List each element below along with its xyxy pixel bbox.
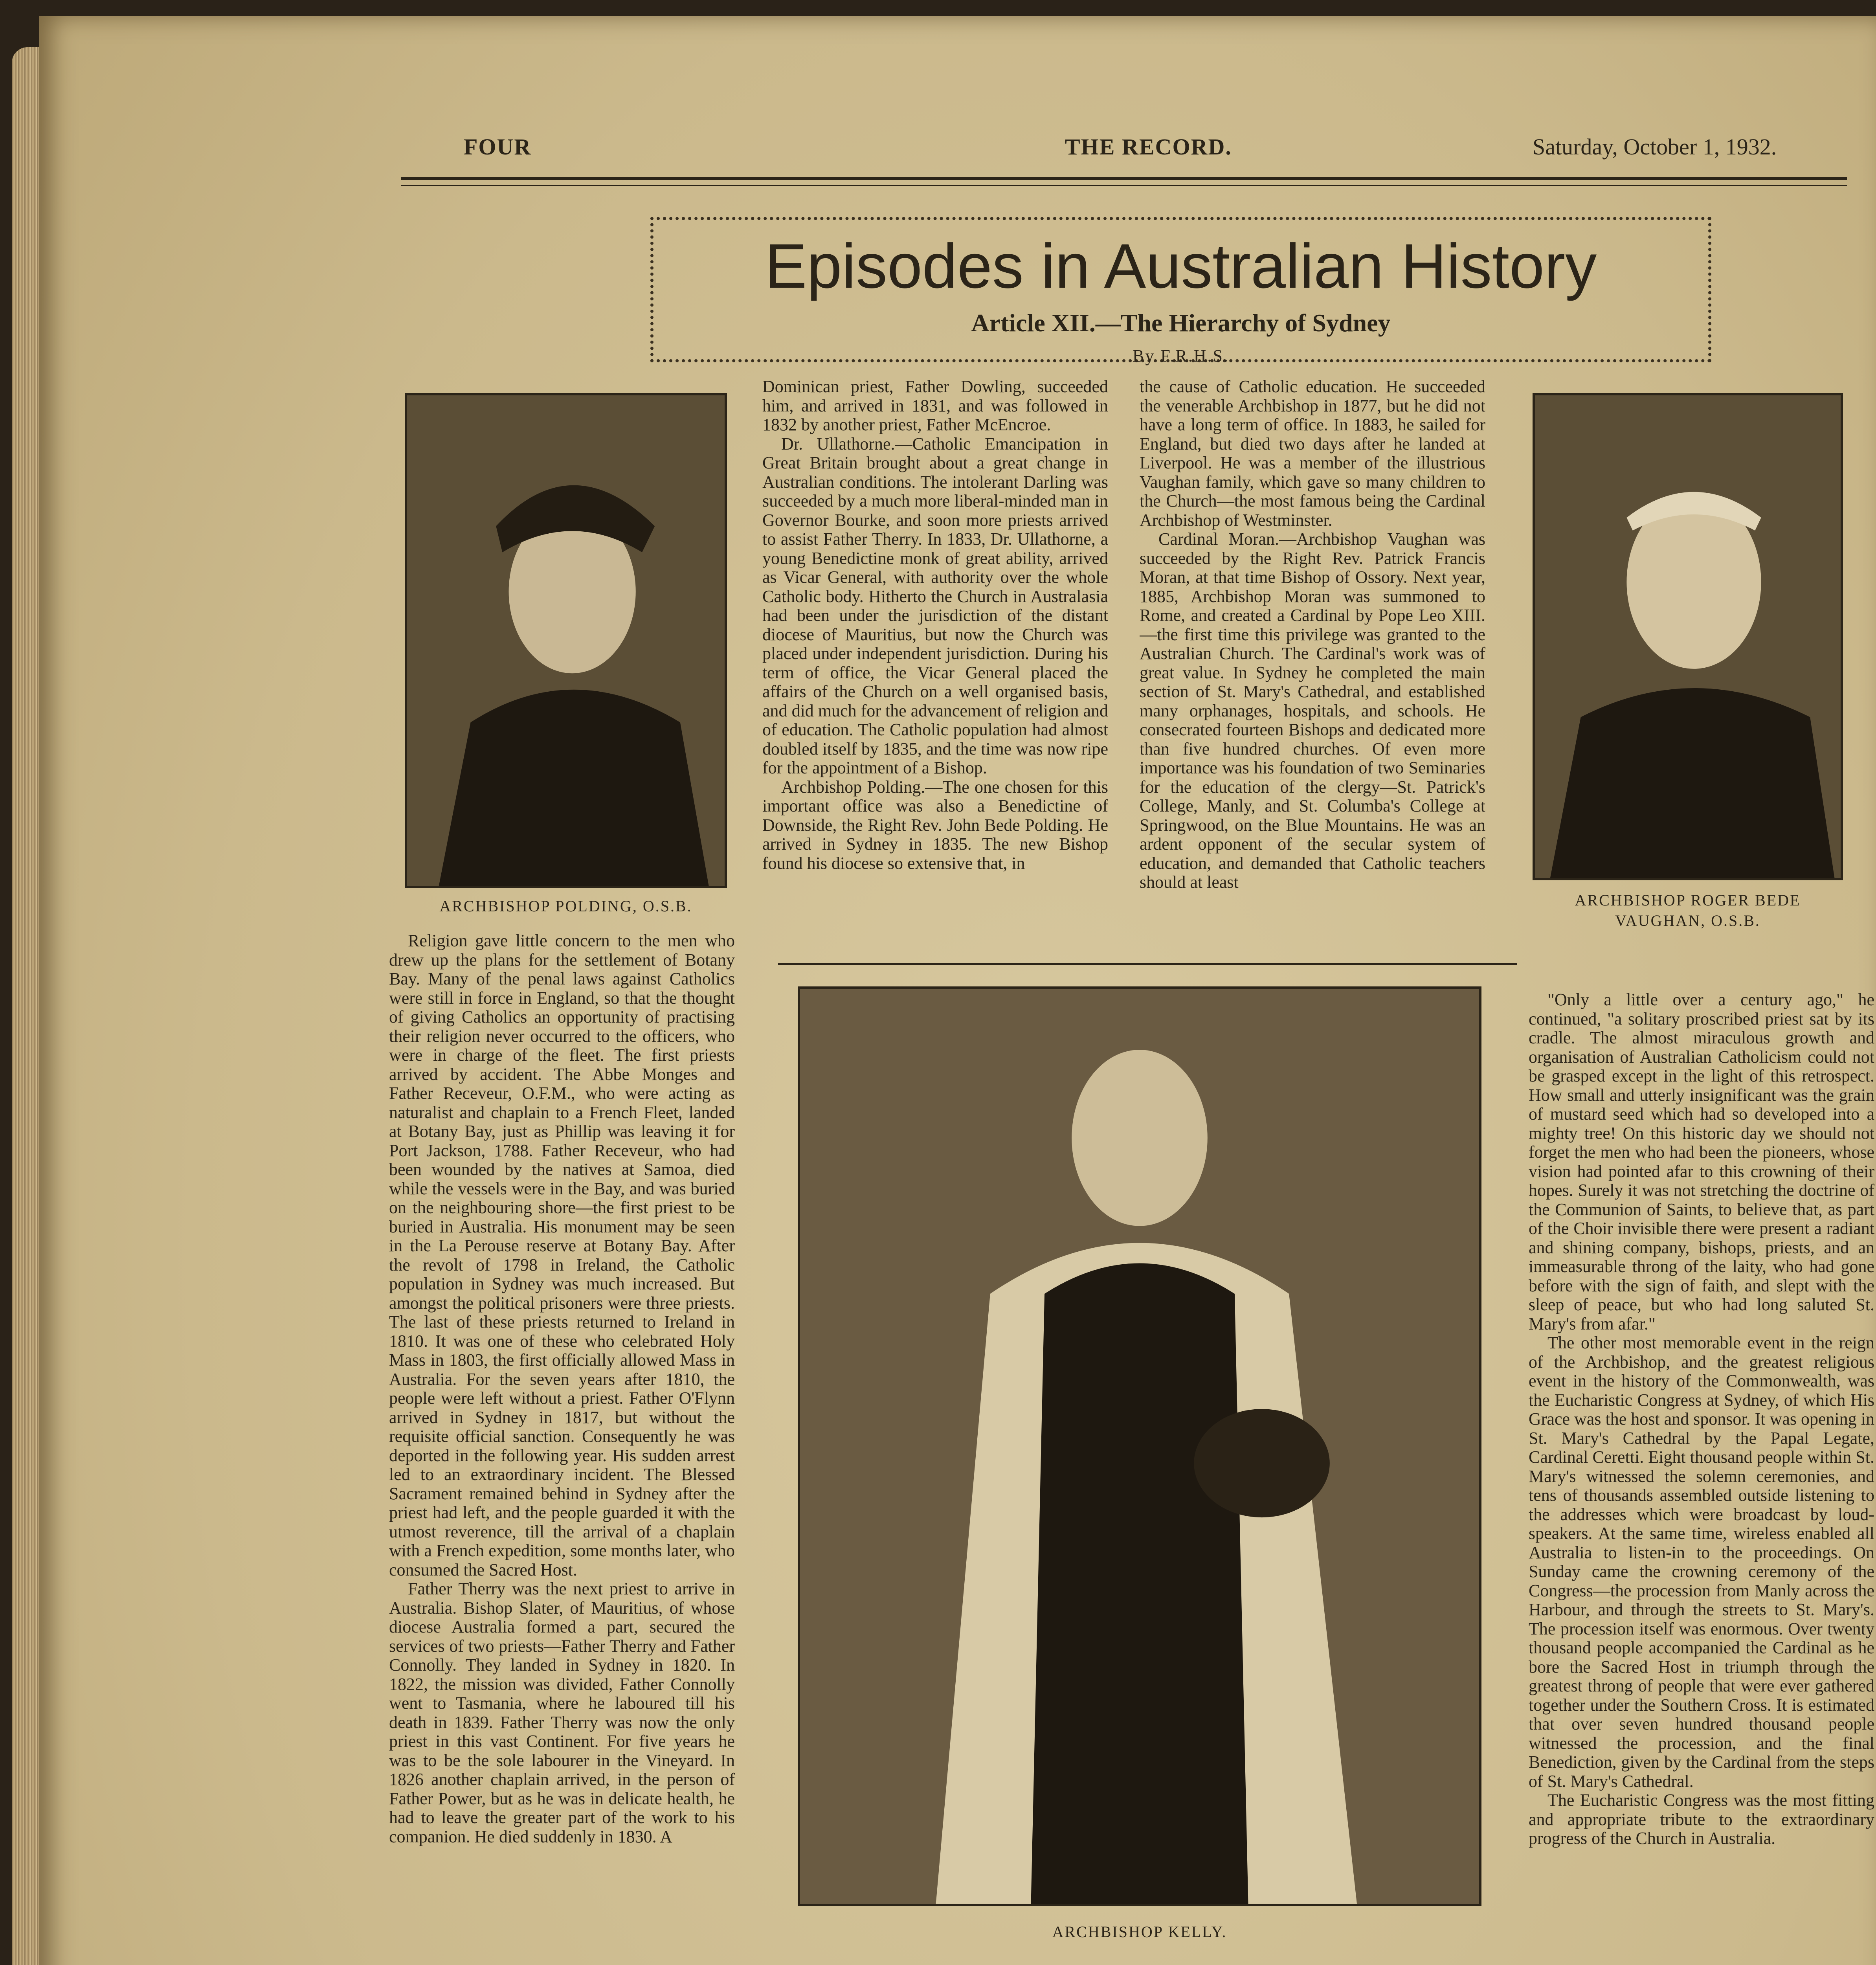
portrait-placeholder [1535,395,1841,878]
text-column-right-top [1140,377,1485,959]
newspaper-name: THE RECORD. [1065,134,1232,160]
text-column-left [389,931,735,1965]
page-number: FOUR [464,134,532,160]
caption-vaughan [1525,890,1851,931]
photo-archbishop-polding [405,393,727,888]
paragraph: Cardinal Moran.—Archbishop Vaughan was succeeded by the Right Rev. Patrick Francis Moran, at that time Bishop of Ossory. Next year, 1885, Archbishop Moran was summoned to Rome, and created a Cardinal by Pope Leo XIII.—the first time this privilege was granted to the Australian Church. The Cardinal's work was of great value. In Sydney he completed the main section of St. Mary's Cathedral, and established many orphanages, hospitals, and schools. He consecrated fourteen Bishops and dedicated more than five hundred churches. Of even more importance was his foundation of two Seminaries for the education of the clergy—St. Patrick's College, Manly, and St. Columba's College at Springwood, on the Blue Mountains. He was an ardent opponent of the secular system of education, and demanded that Catholic teachers should at least [1140,529,1485,892]
paragraph: The Eucharistic Congress was the most fitting and appropriate tribute to the extraordinary progress of the Church in Australia. [1529,1791,1874,1848]
text-column-middle-top [762,377,1108,959]
header-rule-thin [401,185,1847,186]
portrait-placeholder [407,395,725,886]
photo-frame-top [778,963,1517,965]
paragraph: Dr. Ullathorne.—Catholic Emancipation in Great Britain brought about a great change in Australian conditions. The intolerant Darling was succeeded by a much more liberal-minded man in Governor Bourke, and soon more priests arrived to assist Father Therry. In 1833, Dr. Ullathorne, a young Benedictine monk of great ability, arrived as Vicar General, with authority over the whole Catholic body. Hitherto the Church in Australasia had been under the jurisdiction of the distant diocese of Mauritius, but now the Church was placed under independent jurisdiction. During his term of office, the Vicar General placed the affairs of the Church on a well organised basis, and did much for the advancement of religion and of education. The Catholic population had almost doubled itself by 1835, and the time was now ripe for the appointment of a Bishop. [762,434,1108,777]
portrait-placeholder [800,989,1479,1904]
newspaper-page [39,16,1876,1965]
paragraph: the cause of Catholic education. He succeeded the venerable Archbishop in 1877, but he did not have a long term of office. In 1883, he sailed for England, but died two days after he landed at Liverpool. He was a member of the illustrious Vaughan family, which gave so many children to the Church—the most famous being the Cardinal Archbishop of Westminster. [1140,377,1485,530]
header-rule [401,177,1847,180]
caption-polding: ARCHBISHOP POLDING, O.S.B. [439,897,692,915]
caption-vaughan-line2: VAUGHAN, O.S.B. [1615,912,1760,929]
photo-archbishop-kelly [798,986,1481,1906]
text-column-far-right [1529,990,1874,1965]
paragraph: The other most memorable event in the reign of the Archbishop, and the greatest religious event in the history of the Commonwealth, was the Eucharistic Congress at Sydney, of which His Grace was the host and sponsor. It was opening in St. Mary's Cathedral by the Papal Legate, Cardinal Ceretti. Eight thousand people within St. Mary's witnessed the solemn ceremonies, and tens of thousands assembled outside listening to the addresses which were broadcast by loud-speakers. At the same time, wireless enabled all Australia to listen-in to the proceedings. On Sunday came the crowning ceremony of the Congress—the procession from Manly across the Harbour, and through the streets to St. Mary's. The procession itself was enormous. Over twenty thousand people accompanied the Cardinal as he bore the Sacred Host in triumph through the greatest throng of people that were ever gathered together under the Southern Cross. It is estimated that over seven hundred thousand people witnessed the procession, and the final Benediction, given by the Cardinal from the steps of St. Mary's Cathedral. [1529,1333,1874,1791]
headline-box [650,217,1711,362]
photo-archbishop-vaughan [1533,393,1843,880]
caption-vaughan-line1: ARCHBISHOP ROGER BEDE [1575,891,1801,909]
caption-kelly: ARCHBISHOP KELLY. [1052,1923,1227,1941]
paragraph: Father Therry was the next priest to arrive in Australia. Bishop Slater, of Mauritius, of whose diocese Australia formed a part, secured the services of two priests—Father Therry and Father Connolly. They landed in Sydney in 1820. In 1822, the mission was divided, Father Connolly went to Tasmania, where he laboured till his death in 1839. Father Therry was now the only priest in this vast Continent. For five years he was to be the sole labourer in the Vineyard. In 1826 another chaplain arrived, in the person of Father Power, but as he was in delicate health, he had to leave the greater part of the work to his companion. He died suddenly in 1830. A [389,1579,735,1846]
paragraph: "Only a little over a century ago," he continued, "a solitary proscribed priest sat by its cradle. The almost miraculous growth and organisation of Australian Catholicism could not be grasped except in the light of this retrospect. How small and utterly insignificant was the grain of mustard seed which had so developed into a mighty tree! On this historic day we should not forget the men who had been the pioneers, whose vision had pointed afar to this crowning of their hopes. Surely it was not stretching the doctrine of the Communion of Saints, to believe that, as part of the Choir invisible there were present a radiant and shining company, bishops, priests, and an immeasurable throng of the laity, who had gone before with the sign of faith, and slept with the sleep of peace, but who had long saluted St. Mary's from afar." [1529,990,1874,1333]
issue-date: Saturday, October 1, 1932. [1533,134,1777,160]
article-subtitle: Article XII.—The Hierarchy of Sydney [971,309,1391,337]
paragraph: Religion gave little concern to the men who drew up the plans for the settlement of Botany Bay. Many of the penal laws against Catholics were still in force in England, so that the thought of giving Catholics an opportunity of practising their religion never occurred to the officers, who were in charge of the fleet. The first priests arrived by accident. The Abbe Monges and Father Receveur, O.F.M., who were acting as naturalist and chaplain to a French Fleet, landed at Botany Bay, just as Phillip was leaving it for Port Jackson, 1788. Father Receveur, who had been wounded by the natives at Samoa, died while the vessels were in the Bay, and was buried on the neighbouring shore—the first priest to be buried in Australia. His monument may be seen in the La Perouse reserve at Botany Bay. After the revolt of 1798 in Ireland, the Catholic population in Sydney was much increased. But amongst the political prisoners were three priests. The last of these priests returned to Ireland in 1810. It was one of these who celebrated Holy Mass in 1803, the first officially allowed Mass in Australia. For the seven years after 1810, the people were left without a priest. Father O'Flynn arrived in Sydney in 1817, but without the requisite official sanction. Consequently he was deported in the following year. His sudden arrest led to an extraordinary incident. The Blessed Sacrament remained behind in Sydney after the priest had left, and the people guarded it with the utmost reverence, till the arrival of a chaplain with a French expedition, some months later, who consumed the Sacred Host. [389,931,735,1579]
paragraph: Archbishop Polding.—The one chosen for this important office was also a Benedictine of Downside, the Right Rev. John Bede Polding. He arrived in Sydney in 1835. The new Bishop found his diocese so extensive that, in [762,777,1108,873]
byline: By F.R.H.S. [1133,346,1229,365]
paragraph: Dominican priest, Father Dowling, succeeded him, and arrived in 1831, and was followed in 1832 by another priest, Father McEncroe. [762,377,1108,434]
article-title: Episodes in Australian History [765,231,1597,301]
